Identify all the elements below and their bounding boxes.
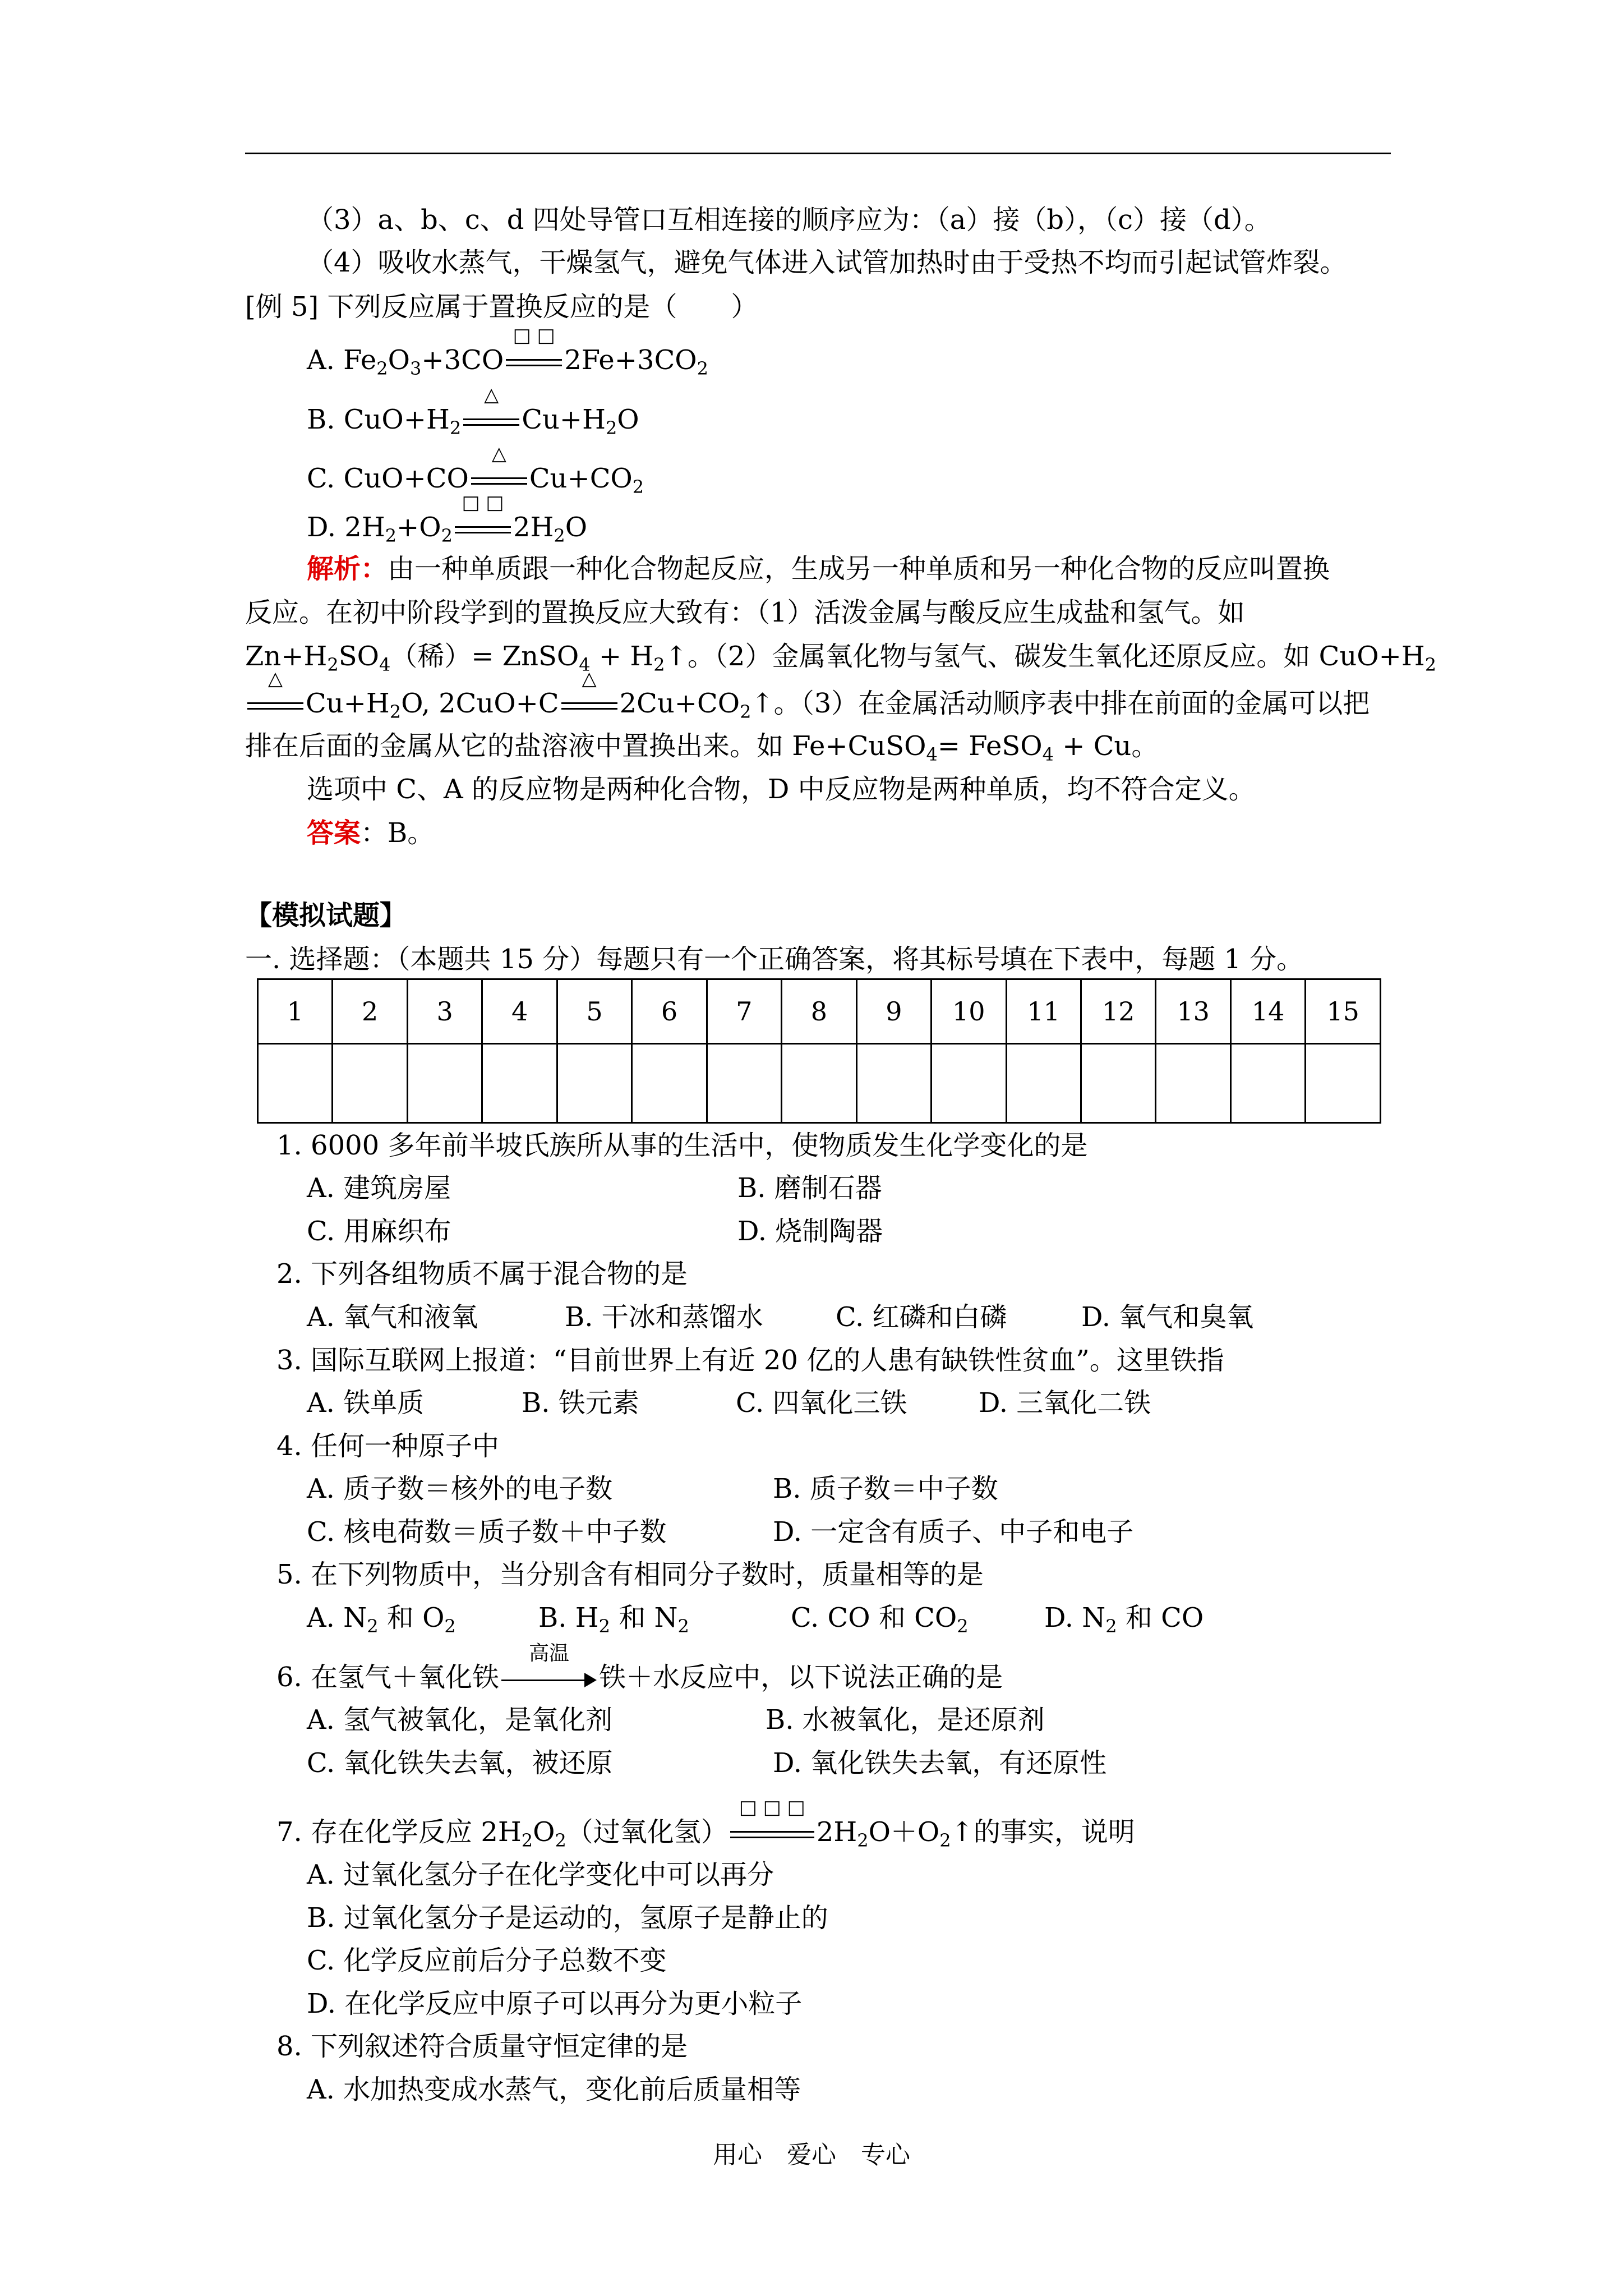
header-rule bbox=[245, 153, 1391, 154]
analysis-line-6: 选项中 C、A 的反应物是两种化合物，D 中反应物是两种单质，均不符合定义。 bbox=[307, 774, 1256, 805]
answer-line: 答案：B。 bbox=[307, 817, 435, 849]
option-d: D. $2H_2+O_2$ □ □ $2H_2O$ bbox=[307, 491, 588, 546]
question-7-option-c: C. 化学反应前后分子总数不变 bbox=[307, 1945, 667, 1976]
answer-cell[interactable] bbox=[258, 1044, 333, 1123]
answer-cell[interactable] bbox=[1230, 1044, 1305, 1123]
option-a: A. $Fe_2O_3+3CO$ □ □ $2Fe+3CO_2$ bbox=[307, 324, 709, 379]
analysis-line-3: $Zn+H_2SO_4$（稀）= ZnSO$_4$ + $H_2↑$。（2）金属氧化物与氢气、碳发生氧化还原反应。如 $CuO+H_2$ bbox=[245, 641, 1437, 675]
question-6: 6. 在氢气＋氧化铁 高温 铁＋水反应中，以下说法正确的是 bbox=[276, 1641, 1003, 1693]
question-3-option-b: B. 铁元素 bbox=[522, 1387, 639, 1419]
answer-cell[interactable] bbox=[1156, 1044, 1230, 1123]
equals-sign-heat: △ bbox=[471, 470, 527, 492]
answer-cell[interactable] bbox=[856, 1044, 931, 1123]
part-1-instructions: 一. 选择题：（本题共 15 分）每题只有一个正确答案，将其标号填在下表中，每题 1 分。 bbox=[245, 944, 1304, 975]
question-7-option-a: A. 过氧化氢分子在化学变化中可以再分 bbox=[307, 1859, 774, 1890]
answer-cell[interactable] bbox=[482, 1044, 557, 1123]
question-3-option-c: C. 四氧化三铁 bbox=[736, 1387, 907, 1419]
question-8: 8. 下列叙述符合质量守恒定律的是 bbox=[276, 2031, 688, 2062]
analysis-line-1: 解析：由一种单质跟一种化合物起反应，生成另一种单质和另一种化合物的反应叫置换 bbox=[307, 553, 1330, 585]
question-2-option-c: C. 红磷和白磷 bbox=[836, 1301, 1007, 1333]
answer-table-header-cell: 11 bbox=[1006, 979, 1081, 1044]
question-5-option-c: C. CO 和 $CO_2$ bbox=[791, 1602, 969, 1637]
answer-table-header-cell: 14 bbox=[1230, 979, 1305, 1044]
answer-table-header-cell: 6 bbox=[632, 979, 707, 1044]
equals-sign-heat: △ bbox=[247, 694, 303, 717]
question-3-option-d: D. 三氧化二铁 bbox=[979, 1387, 1151, 1419]
equals-sign-conditions: □ □ bbox=[506, 351, 562, 374]
answer-table-header-cell: 13 bbox=[1156, 979, 1230, 1044]
question-6-option-b: B. 水被氧化，是还原剂 bbox=[766, 1704, 1045, 1736]
question-2: 2. 下列各组物质不属于混合物的是 bbox=[276, 1258, 688, 1290]
question-7-option-d: D. 在化学反应中原子可以再分为更小粒子 bbox=[307, 1988, 803, 2019]
answer-cell[interactable] bbox=[632, 1044, 707, 1123]
equals-sign-heat: △ bbox=[561, 694, 617, 717]
question-2-option-d: D. 氧气和臭氧 bbox=[1081, 1301, 1254, 1333]
answer-table-header-cell: 7 bbox=[707, 979, 781, 1044]
question-1-option-d: D. 烧制陶器 bbox=[737, 1216, 883, 1247]
example-5-question: [例 5] 下列反应属于置换反应的是（ ） bbox=[245, 291, 758, 323]
answer-label: 答案 bbox=[307, 817, 361, 849]
question-8-option-a: A. 水加热变成水蒸气，变化前后质量相等 bbox=[307, 2074, 801, 2105]
answer-cell[interactable] bbox=[1306, 1044, 1381, 1123]
answer-table-header-cell: 3 bbox=[407, 979, 482, 1044]
question-1: 1. 6000 多年前半坡氏族所从事的生活中，使物质发生化学变化的是 bbox=[276, 1130, 1088, 1161]
analysis-line-4: △ $Cu+H_2O$, 2CuO+C △ $2Cu+CO_2↑$。（3）在金属活动顺序表中排在前面的金属可以把 bbox=[245, 687, 1370, 720]
question-2-option-a: A. 氧气和液氧 bbox=[307, 1301, 478, 1333]
question-4-option-c: C. 核电荷数＝质子数＋中子数 bbox=[307, 1516, 667, 1548]
section-title: 【模拟试题】 bbox=[245, 900, 407, 931]
question-5-option-a: A. $N_2$ 和 $O_2$ bbox=[307, 1602, 456, 1637]
question-5: 5. 在下列物质中，当分别含有相同分子数时，质量相等的是 bbox=[276, 1559, 984, 1590]
analysis-line-5: 排在后面的金属从它的盐溶液中置换出来。如 Fe+CuSO$_4$= FeSO$_4$ + Cu。 bbox=[245, 730, 1159, 765]
answer-cell[interactable] bbox=[333, 1044, 407, 1123]
question-1-option-a: A. 建筑房屋 bbox=[307, 1172, 451, 1204]
question-4-option-a: A. 质子数＝核外的电子数 bbox=[307, 1473, 613, 1504]
question-2-option-b: B. 干冰和蒸馏水 bbox=[565, 1301, 763, 1333]
answer-table bbox=[257, 978, 1381, 1124]
question-3: 3. 国际互联网上报道：“目前世界上有近 20 亿的人患有缺铁性贫血”。这里铁指 bbox=[276, 1345, 1224, 1376]
analysis-label: 解析 bbox=[307, 553, 361, 585]
question-6-option-d: D. 氧化铁失去氧，有还原性 bbox=[773, 1747, 1107, 1779]
question-1-option-b: B. 磨制石器 bbox=[737, 1172, 882, 1204]
question-6-option-a: A. 氢气被氧化，是氧化剂 bbox=[307, 1704, 613, 1736]
question-3-option-a: A. 铁单质 bbox=[307, 1387, 425, 1419]
answer-table-header-cell: 8 bbox=[782, 979, 856, 1044]
answer-table-header-cell: 4 bbox=[482, 979, 557, 1044]
question-7-option-b: B. 过氧化氢分子是运动的，氢原子是静止的 bbox=[307, 1902, 828, 1934]
question-7: 7. 存在化学反应 $2H_2O_2$（过氧化氢） □ □ □ $2H_2O+O_2↑$的事实，说明 bbox=[276, 1796, 1135, 1851]
answer-cell[interactable] bbox=[782, 1044, 856, 1123]
answer-table-input-row bbox=[258, 1044, 1381, 1123]
answer-table-header bbox=[258, 979, 1381, 1044]
question-4-option-d: D. 一定含有质子、中子和电子 bbox=[773, 1516, 1134, 1548]
equals-sign-conditions: □ □ bbox=[455, 518, 511, 541]
answer-line-4: （4）吸收水蒸气，干燥氢气，避免气体进入试管加热时由于受热不均而引起试管炸裂。 bbox=[307, 247, 1347, 278]
answer-cell[interactable] bbox=[1081, 1044, 1155, 1123]
reaction-arrow-high-temp: 高温 bbox=[501, 1668, 597, 1691]
answer-cell[interactable] bbox=[707, 1044, 781, 1123]
page-footer: 用心 爱心 专心 bbox=[713, 2141, 910, 2169]
answer-table-header-cell: 9 bbox=[856, 979, 931, 1044]
option-c: C. CuO+CO △ $Cu+CO_2$ bbox=[307, 442, 644, 498]
question-4: 4. 任何一种原子中 bbox=[276, 1430, 500, 1462]
question-4-option-b: B. 质子数＝中子数 bbox=[773, 1473, 998, 1504]
answer-table-header-cell: 10 bbox=[932, 979, 1006, 1044]
answer-cell[interactable] bbox=[1006, 1044, 1081, 1123]
option-b: B. $CuO+H_2$ △ $Cu+H_2O$ bbox=[307, 383, 639, 439]
answer-line-3: （3）a、b、c、d 四处导管口互相连接的顺序应为：（a）接（b），（c）接（d）。 bbox=[307, 204, 1271, 236]
answer-table-header-cell: 15 bbox=[1306, 979, 1381, 1044]
answer-cell[interactable] bbox=[932, 1044, 1006, 1123]
equals-sign-heat: △ bbox=[463, 411, 519, 433]
answer-table-header-cell: 5 bbox=[557, 979, 631, 1044]
question-5-option-d: D. $N_2$ 和 CO bbox=[1044, 1602, 1204, 1637]
analysis-line-2: 反应。在初中阶段学到的置换反应大致有：（1）活泼金属与酸反应生成盐和氢气。如 bbox=[245, 597, 1245, 628]
question-5-option-b: B. $H_2$ 和 $N_2$ bbox=[538, 1602, 689, 1637]
answer-table-header-cell: 12 bbox=[1081, 979, 1155, 1044]
question-1-option-c: C. 用麻织布 bbox=[307, 1216, 451, 1247]
answer-table-header-cell: 1 bbox=[258, 979, 333, 1044]
answer-cell[interactable] bbox=[407, 1044, 482, 1123]
answer-table-header-cell: 2 bbox=[333, 979, 407, 1044]
equals-sign-conditions: □ □ □ bbox=[730, 1823, 814, 1846]
answer-cell[interactable] bbox=[557, 1044, 631, 1123]
question-6-option-c: C. 氧化铁失去氧，被还原 bbox=[307, 1747, 613, 1779]
